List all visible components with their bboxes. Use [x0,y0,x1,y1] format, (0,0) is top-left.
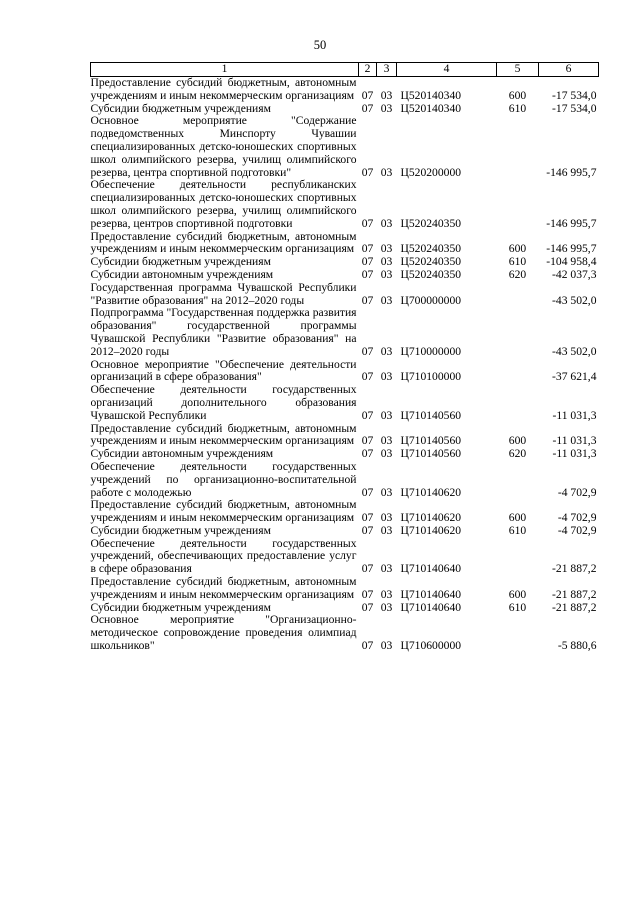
row-subsection: 03 [380,255,393,269]
row-section: 07 [361,447,374,461]
row-subsection: 03 [380,562,393,576]
row-expense-type: 620 [508,447,527,461]
row-amount: -11 031,3 [552,408,597,422]
row-name: Обеспечение деятельности государственных организаций дополнительного образования Чувашской Республики [90,383,357,422]
row-section: 07 [361,216,374,230]
row-expense-type [497,359,539,385]
row-target-code: Ц710140560 [400,408,462,422]
row-name: Субсидии бюджетным учреждениям [90,600,271,614]
row-target-code: Ц710000000 [400,344,462,358]
row-expense-type: 600 [508,587,527,601]
row-subsection: 03 [380,485,393,499]
row-subsection: 03 [380,344,393,358]
row-section: 07 [361,242,374,256]
row-section: 07 [361,523,374,537]
row-section: 07 [361,88,374,102]
header-col-4: 4 [397,63,497,77]
row-expense-type: 620 [508,267,527,281]
row-expense-type: 610 [508,600,527,614]
row-amount: -21 887,2 [552,587,597,601]
row-section: 07 [361,485,374,499]
row-subsection: 03 [380,267,393,281]
table-row [91,307,599,358]
table-row [91,231,599,257]
row-amount: -21 887,2 [552,562,597,576]
row-subsection: 03 [380,639,393,653]
table-row [91,423,599,449]
row-expense-type: 610 [508,255,527,269]
row-expense-type: 600 [508,88,527,102]
row-name: Государственная программа Чувашской Республики "Развитие образования" на 2012–2020 годы [90,280,357,307]
row-subsection: 03 [380,511,393,525]
row-expense-type [497,384,539,422]
header-col-5: 5 [497,63,539,77]
row-target-code: Ц520240350 [400,242,462,256]
row-amount: -146 995,7 [546,216,597,230]
row-target-code: Ц710140560 [400,447,462,461]
table-row [91,282,599,308]
row-section: 07 [361,267,374,281]
row-section: 07 [361,165,374,179]
table-row [91,461,599,499]
table-row [91,576,599,602]
row-expense-type [497,115,539,179]
row-subsection: 03 [380,523,393,537]
row-subsection: 03 [380,370,393,384]
row-section: 07 [361,587,374,601]
row-name: Основное мероприятие "Содержание подведомственных Минспорту Чувашии специализированных детско-юношеских спортивных школ олимпийского резерва, училищ олимпийского резерва, центра спортивной подготовки" [90,114,357,179]
row-target-code: Ц710140620 [400,523,462,537]
row-target-code: Ц710100000 [400,370,462,384]
row-name: Предоставление субсидий бюджетным, автономным учреждениям и иным некоммерческим организациям [90,76,357,102]
row-subsection: 03 [380,600,393,614]
table-row [91,359,599,385]
header-row [91,63,599,77]
row-name: Обеспечение деятельности государственных учреждений, обеспечивающих предоставление услуг в сфере образования [90,536,357,576]
row-amount: -43 502,0 [552,293,597,307]
header-col-1: 1 [91,63,359,77]
table-row [91,384,599,422]
row-subsection: 03 [380,88,393,102]
row-name: Субсидии бюджетным учреждениям [90,523,271,537]
row-target-code: Ц710140640 [400,562,462,576]
row-subsection: 03 [380,434,393,448]
row-amount: -42 037,3 [552,267,597,281]
row-name: Субсидии бюджетным учреждениям [90,101,271,115]
row-amount: -5 880,6 [557,639,597,653]
row-subsection: 03 [380,242,393,256]
row-amount: -11 031,3 [552,434,597,448]
row-subsection: 03 [380,587,393,601]
row-expense-type [497,282,539,308]
row-name: Предоставление субсидий бюджетным, автономным учреждениям и иным некоммерческим организациям [90,421,357,448]
table-row [91,448,599,461]
row-section: 07 [361,408,374,422]
row-expense-type: 600 [508,434,527,448]
row-section: 07 [361,293,374,307]
row-target-code: Ц710140620 [400,485,462,499]
row-amount: -43 502,0 [552,344,597,358]
table-row [91,179,599,230]
row-expense-type: 610 [508,523,527,537]
row-amount: -11 031,3 [552,447,597,461]
table-row [91,499,599,525]
row-subsection: 03 [380,293,393,307]
row-expense-type [497,538,539,576]
row-name: Основное мероприятие "Обеспечение деятельности организаций в сфере образования" [90,357,357,384]
row-name: Подпрограмма "Государственная поддержка развития образования" государственной программы Чувашской Республики "Развитие образования" на 2012–2020 годы [90,306,357,358]
row-name: Субсидии автономным учреждениям [90,267,274,281]
row-expense-type: 600 [508,511,527,525]
table-row [91,269,599,282]
row-amount: -146 995,7 [546,165,597,179]
row-target-code: Ц710140560 [400,434,462,448]
budget-table [90,62,599,653]
row-name: Субсидии автономным учреждениям [90,447,274,461]
row-subsection: 03 [380,408,393,422]
page-number: 50 [313,38,327,52]
row-target-code: Ц520140340 [400,101,462,115]
row-target-code: Ц700000000 [400,293,462,307]
row-amount: -4 702,9 [557,511,597,525]
row-section: 07 [361,639,374,653]
table-row [91,614,599,652]
row-amount: -4 702,9 [557,485,597,499]
row-amount: -4 702,9 [557,523,597,537]
row-target-code: Ц520200000 [400,165,462,179]
table-header [91,63,599,77]
row-section: 07 [361,562,374,576]
row-subsection: 03 [380,447,393,461]
row-section: 07 [361,600,374,614]
row-name: Обеспечение деятельности республиканских специализированных детско-юношеских спортивных школ олимпийского резерва, училищ олимпийского резерва, центров спортивной подготовки [90,178,357,230]
row-amount: -17 534,0 [552,101,597,115]
row-expense-type: 610 [508,101,527,115]
row-section: 07 [361,370,374,384]
row-section: 07 [361,434,374,448]
row-amount: -17 534,0 [552,88,597,102]
row-subsection: 03 [380,216,393,230]
table-row [91,538,599,576]
table-row [91,77,599,103]
row-name: Предоставление субсидий бюджетным, автономным учреждениям и иным некоммерческим организациям [90,498,357,525]
table-row [91,115,599,179]
row-target-code: Ц710140620 [400,511,462,525]
row-target-code: Ц520240350 [400,216,462,230]
row-target-code: Ц520140340 [400,88,462,102]
row-target-code: Ц520240350 [400,255,462,269]
row-subsection: 03 [380,101,393,115]
row-target-code: Ц710140640 [400,600,462,614]
row-section: 07 [361,511,374,525]
header-col-6: 6 [539,63,599,77]
row-expense-type [497,179,539,230]
row-name: Предоставление субсидий бюджетным, автономным учреждениям и иным некоммерческим организациям [90,575,357,601]
row-target-code: Ц520240350 [400,267,462,281]
row-section: 07 [361,255,374,269]
row-name: Обеспечение деятельности государственных учреждений по организационно-воспитательной работе с молодежью [90,459,357,499]
row-expense-type: 600 [508,242,527,256]
table-body [91,77,599,653]
row-subsection: 03 [380,165,393,179]
row-amount: -146 995,7 [546,242,597,256]
row-target-code: Ц710140640 [400,587,462,601]
row-target-code: Ц710600000 [400,639,462,653]
row-expense-type [497,307,539,358]
row-name: Основное мероприятие "Организационно-методическое сопровождение проведения олимпиад школьников" [90,613,357,653]
row-expense-type [497,614,539,652]
row-name: Предоставление субсидий бюджетным, автономным учреждениям и иным некоммерческим организациям [90,229,357,256]
row-amount: -104 958,4 [546,255,597,269]
row-name: Субсидии бюджетным учреждениям [90,255,271,269]
row-expense-type [497,461,539,499]
header-col-2: 2 [359,63,377,77]
row-section: 07 [361,344,374,358]
row-amount: -37 621,4 [552,370,597,384]
header-col-3: 3 [377,63,397,77]
row-amount: -21 887,2 [552,600,597,614]
row-section: 07 [361,101,374,115]
table-row [91,525,599,538]
